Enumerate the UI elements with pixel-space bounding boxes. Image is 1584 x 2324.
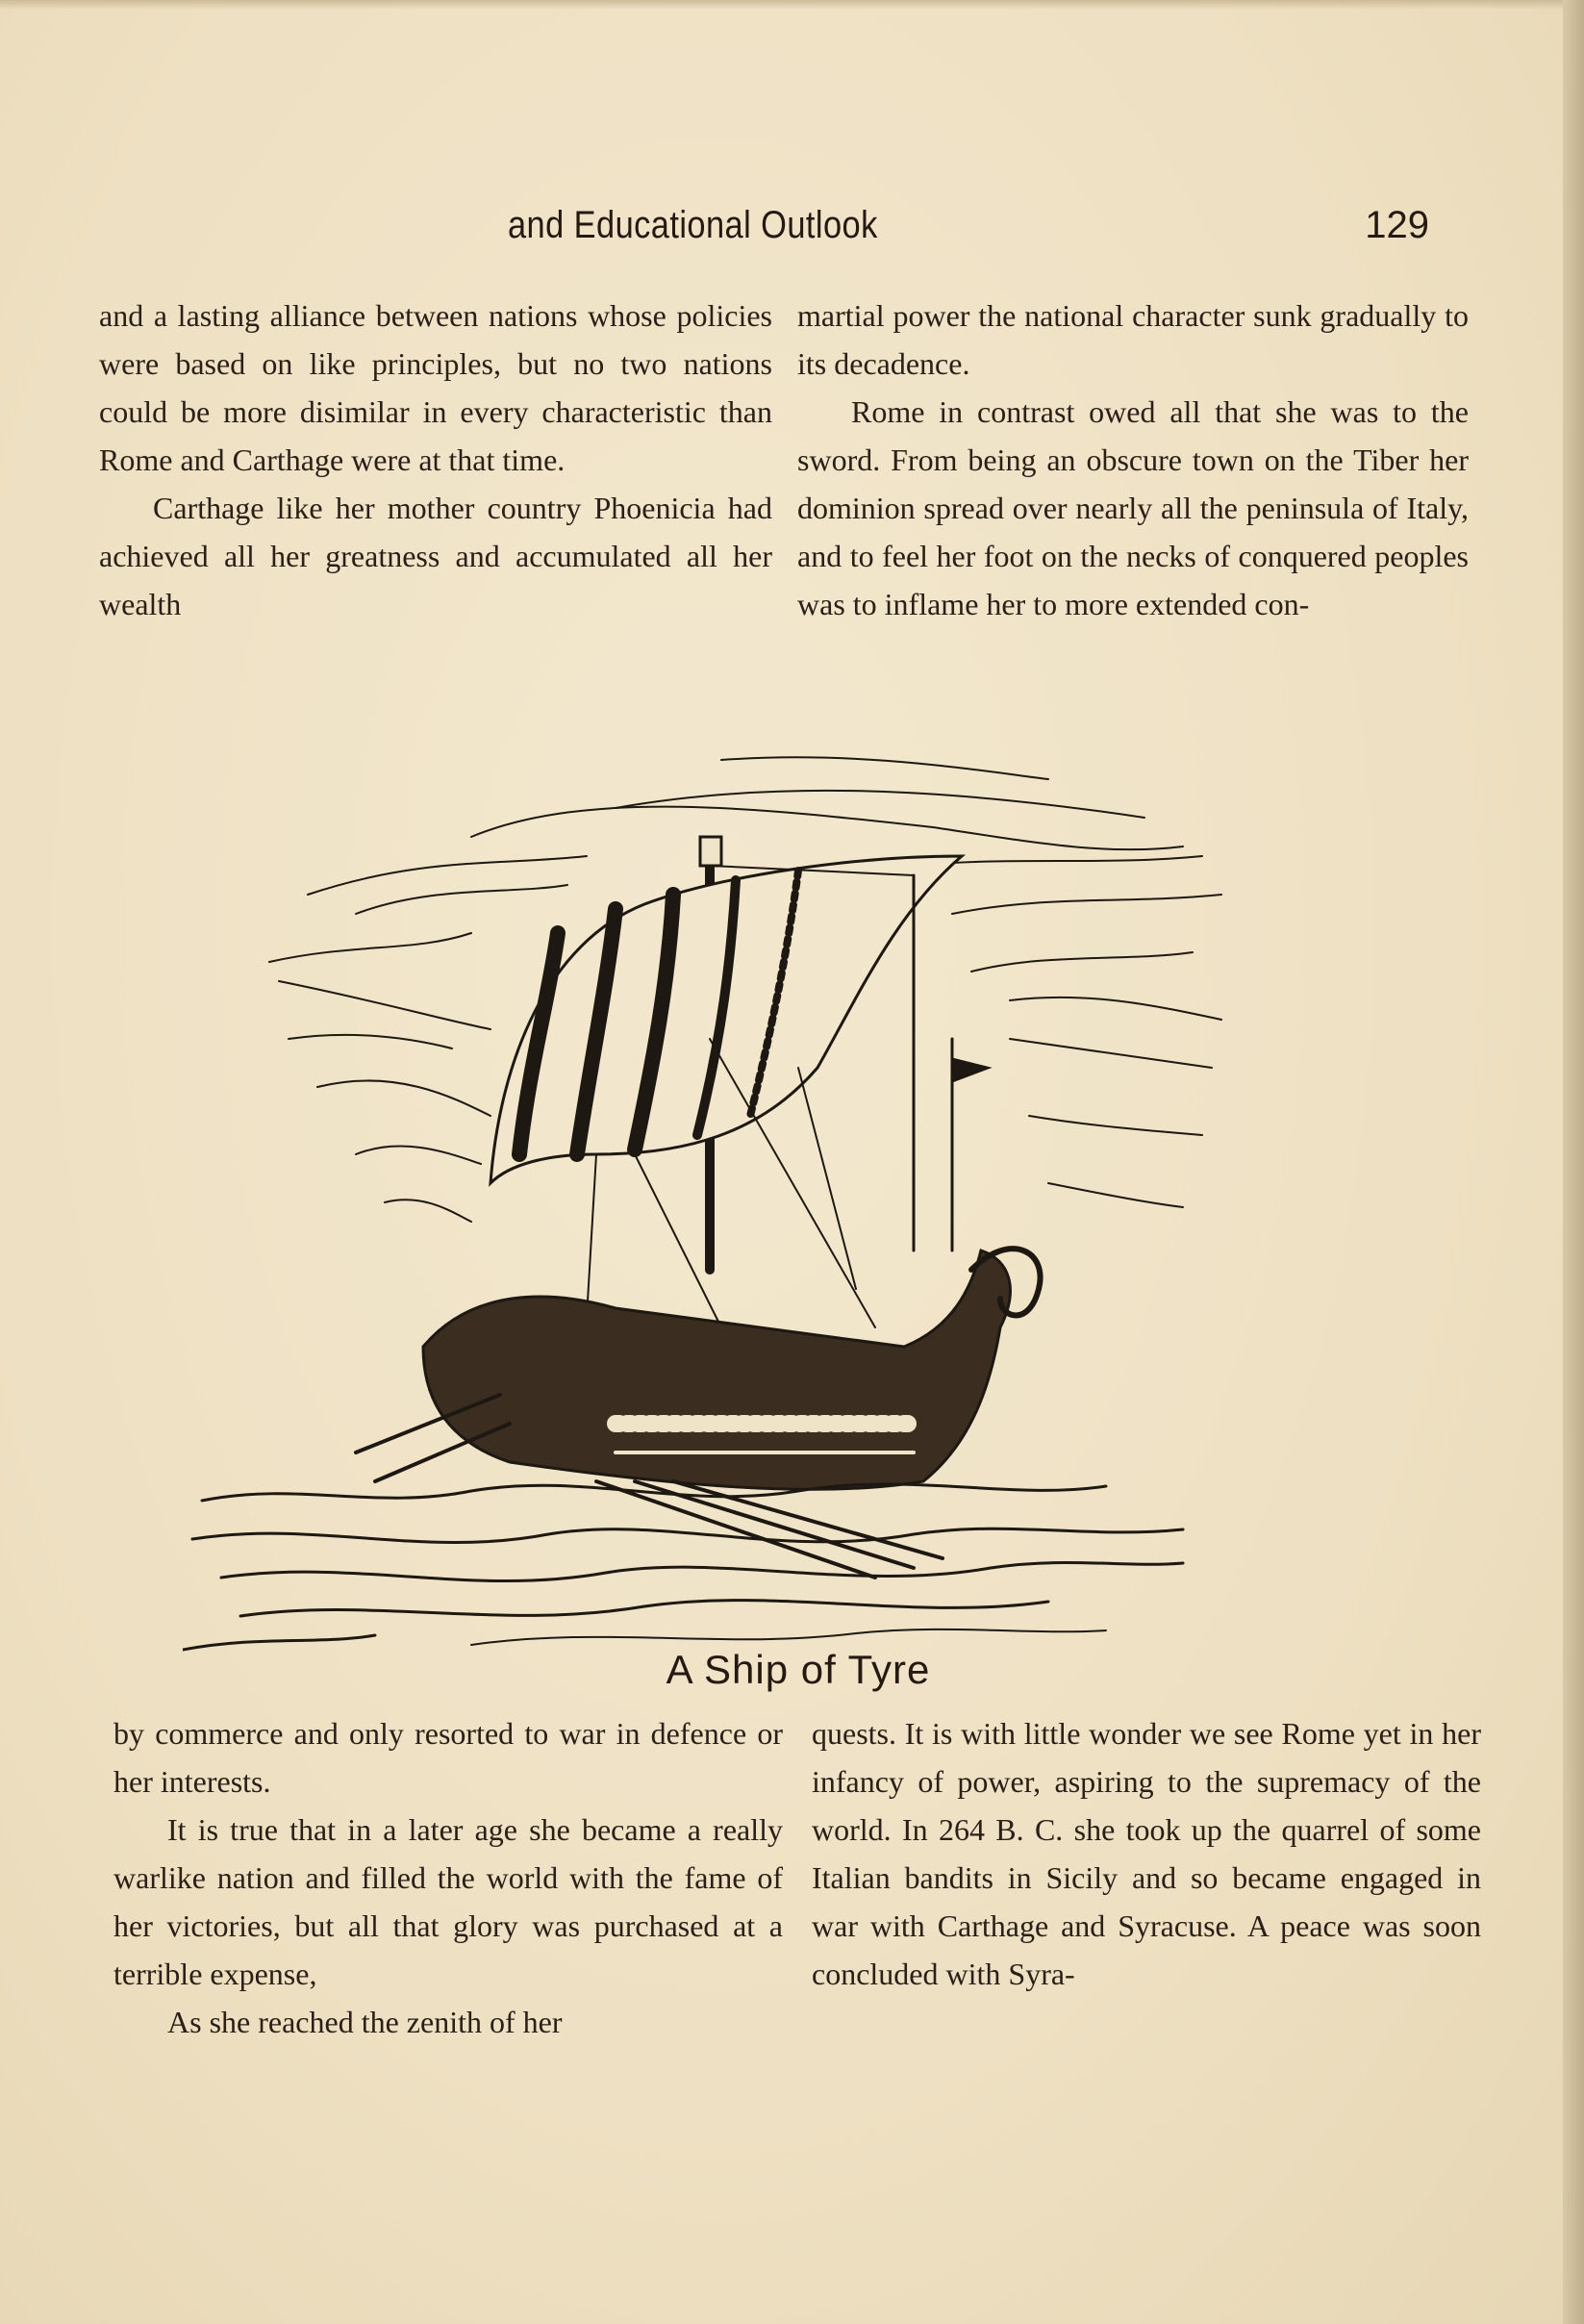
text-column-bottom-left: [113, 1709, 783, 2046]
paragraph: It is true that in a later age she became a really warlike nation and filled the world with the fame of her victories, but all that glory was purchased at a terrible expense,: [113, 1812, 783, 1991]
text-column-top-right: [797, 291, 1469, 628]
page-top-shadow: [0, 0, 1584, 10]
text-column-bottom-right: [812, 1709, 1481, 1998]
paragraph: Carthage like her mother country Phoenicia had achieved all her greatness and accumulated all her wealth: [99, 491, 772, 621]
illustration-caption: A Ship of Tyre: [666, 1647, 931, 1692]
paragraph: martial power the national character sunk gradually to its decadence.: [797, 298, 1469, 381]
paragraph: Rome in contrast owed all that she was to the sword. From being an obscure town on the Tiber her dominion spread over nearly all the peninsula of Italy, and to feel her foot on the necks of conquered peoples was to inflame her to more extended con-: [797, 394, 1469, 621]
paragraph: and a lasting alliance between nations whose policies were based on like principles, but no two nations could be more disimilar in every characteristic than Rome and Carthage were at that time.: [99, 298, 772, 477]
running-head: [96, 204, 1481, 262]
paragraph: quests. It is with little wonder we see Rome yet in her infancy of power, aspiring to the supremacy of the world. In 264 B. C. she took up the quarrel of some Italian bandits in Sicily and so became engaged in war with Carthage and Syracuse. A peace was soon concluded with Syra-: [812, 1716, 1481, 1991]
ship-illustration: [183, 750, 1375, 1655]
text-column-top-left: [99, 291, 772, 628]
paragraph: As she reached the zenith of her: [167, 2005, 563, 2039]
page-number: 129: [1365, 204, 1429, 246]
page-right-edge: [1563, 0, 1584, 2324]
running-title: and Educational Outlook: [508, 204, 878, 246]
paragraph: by commerce and only resorted to war in defence or her interests.: [113, 1716, 783, 1799]
